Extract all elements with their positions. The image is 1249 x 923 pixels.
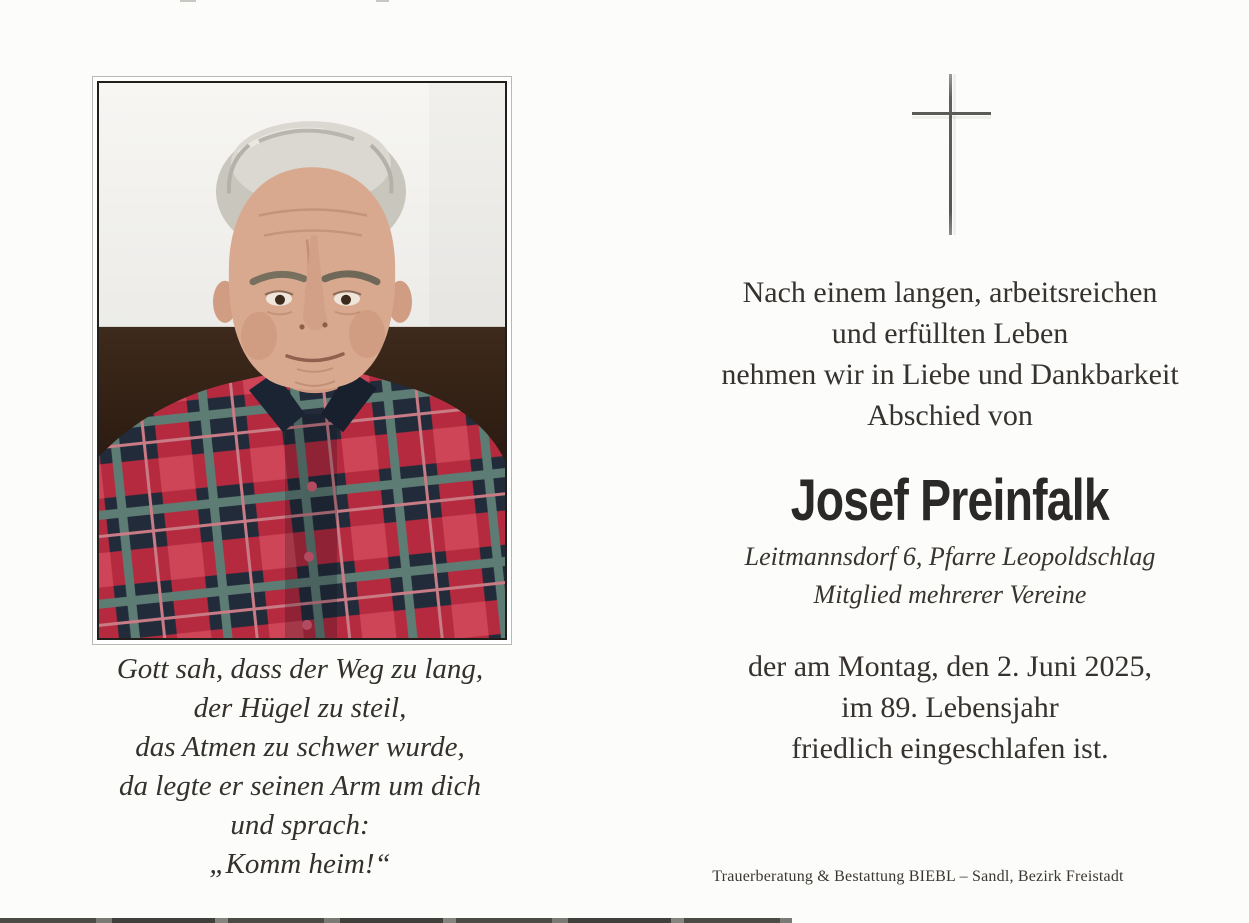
scan-artifact-strip [0, 918, 792, 923]
death-line: im 89. Lebensjahr [841, 691, 1059, 724]
intro-line: und erfüllten Leben [831, 317, 1069, 350]
scan-artifact-top-left [180, 0, 196, 2]
death-line: friedlich eingeschlafen ist. [791, 732, 1109, 765]
deceased-name [660, 468, 1240, 534]
intro-line: Abschied von [867, 399, 1033, 432]
poem-line: „Komm heim!“ [209, 848, 391, 880]
poem-line: der Hügel zu steil, [193, 692, 407, 724]
intro-line: nehmen wir in Liebe und Dankbarkeit [721, 358, 1179, 391]
death-announcement [660, 646, 1240, 769]
poem-line: und sprach: [230, 809, 370, 841]
photo-border [97, 81, 507, 640]
cross-horizontal-bar [912, 112, 991, 115]
cross-vertical-bar [949, 74, 952, 235]
poem-line: da legte er seinen Arm um dich [119, 770, 481, 802]
portrait-photo [99, 83, 505, 638]
deceased-details [660, 538, 1240, 614]
deceased-name-text: Josef Preinfalk [790, 468, 1110, 533]
address-line: Leitmannsdorf 6, Pfarre Leopoldschlag [744, 542, 1156, 571]
death-line: der am Montag, den 2. Juni 2025, [747, 650, 1153, 683]
memorial-poem [52, 650, 548, 884]
poem-line: Gott sah, dass der Weg zu lang, [116, 653, 484, 685]
photo-frame [92, 76, 512, 645]
scan-artifact-top-right [376, 0, 389, 2]
intro-text [660, 272, 1240, 436]
poem-line: das Atmen zu schwer wurde, [135, 731, 465, 763]
membership-line: Mitglied mehrerer Vereine [813, 580, 1087, 609]
intro-line: Nach einem langen, arbeitsreichen [742, 276, 1158, 309]
funeral-home-credit: Trauerberatung & Bestattung BIEBL – Sandl, Bezirk Freistadt [712, 868, 1124, 885]
